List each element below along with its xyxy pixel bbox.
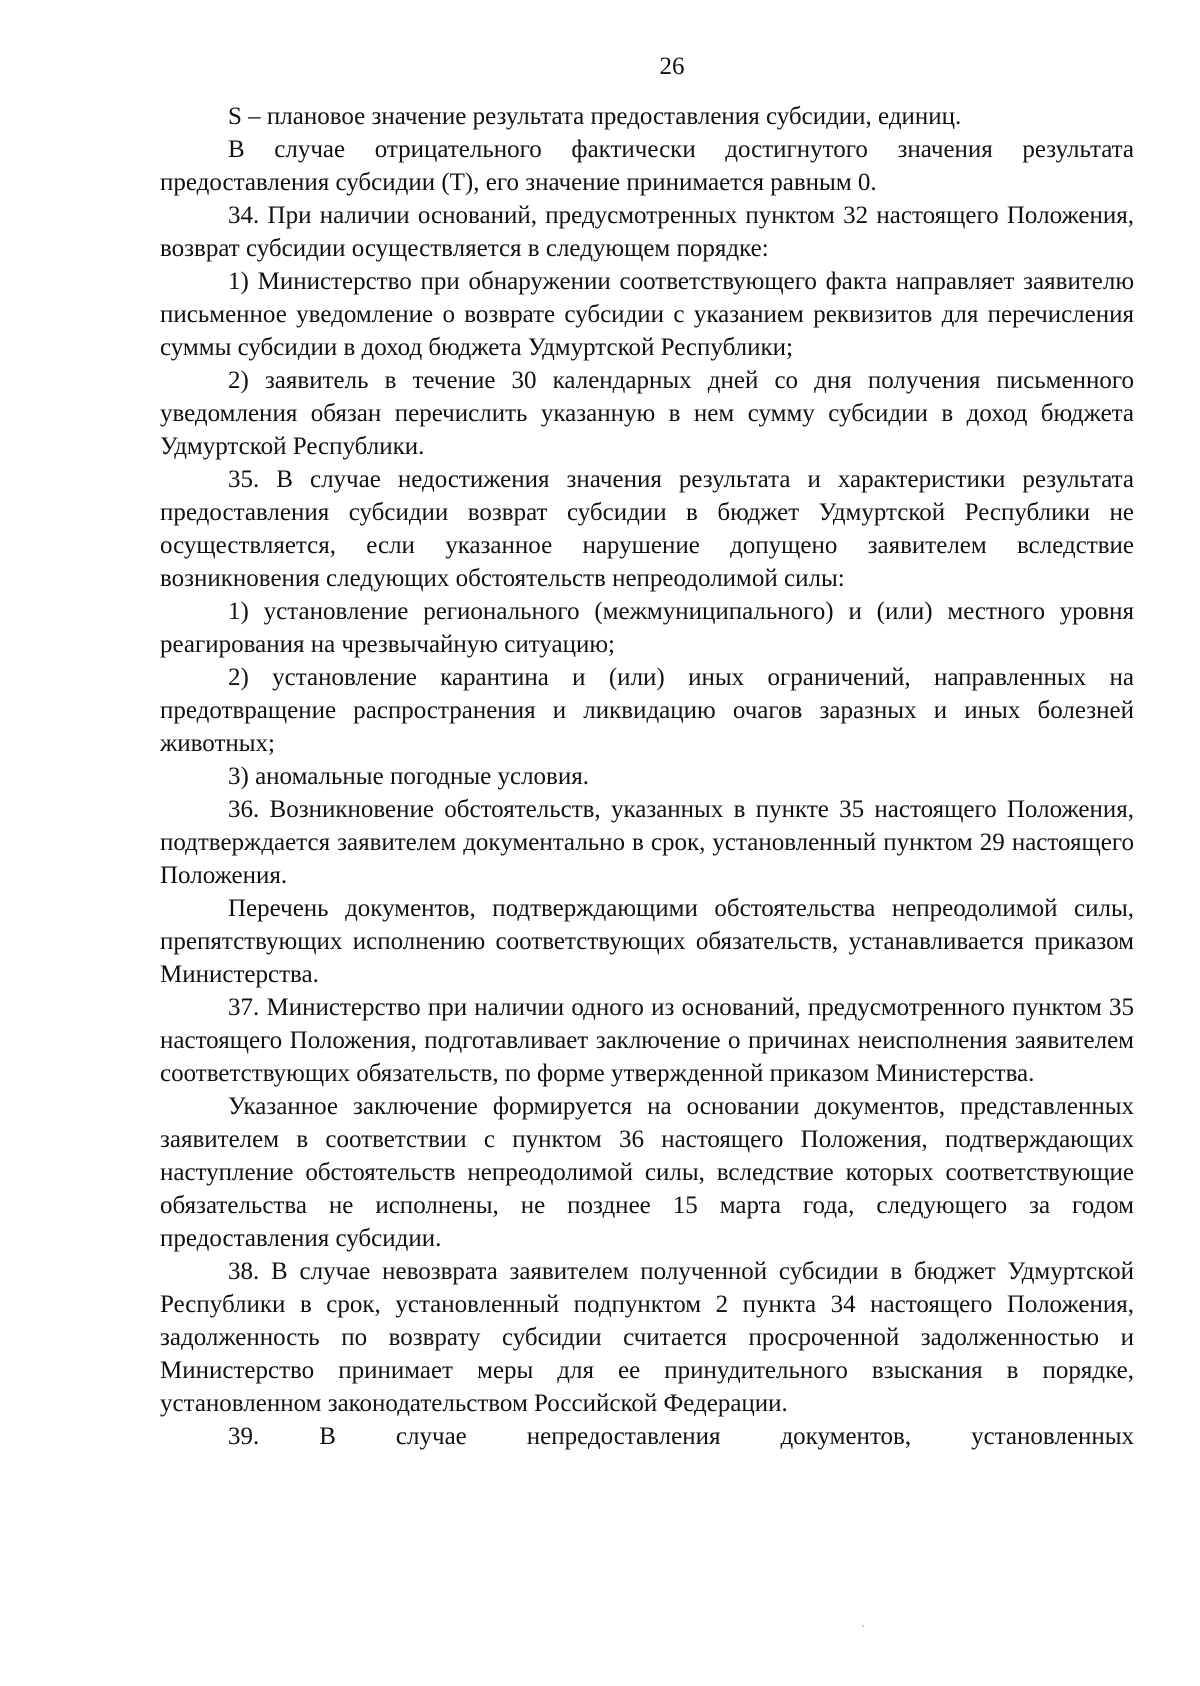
paragraph-15: 39. В случае непредоставления документов, установленных bbox=[228, 1423, 1134, 1450]
scan-speck bbox=[862, 1625, 864, 1627]
paragraph-1: S – плановое значение результата предоставления субсидии, единиц. bbox=[228, 103, 962, 130]
paragraph-3: 34. При наличии оснований, предусмотренных пунктом 32 настоящего Положения, возврат субсидии осуществляется в следующем порядке: bbox=[160, 202, 1134, 262]
document-body bbox=[160, 100, 1134, 1453]
paragraph-6: 35. В случае недостижения значения результата и характеристики результата предоставления субсидии возврат субсидии в бюджет Удмуртской Республики не осуществляется, если указанное нарушение допущено заявителем вследствие возникновения следующих обстоятельств непреодолимой силы: bbox=[160, 466, 1134, 592]
paragraph-8: 2) установление карантина и (или) иных ограничений, направленных на предотвращение распространения и ликвидацию очагов заразных и иных болезней животных; bbox=[160, 664, 1134, 757]
paragraph-14: 38. В случае невозврата заявителем полученной субсидии в бюджет Удмуртской Республики в срок, установленный подпунктом 2 пункта 34 настоящего Положения, задолженность по возврату субсидии считается просроченной задолженностью и Министерство принимает меры для ее принудительного взыскания в порядке, установленном законодательством Российской Федерации. bbox=[160, 1258, 1134, 1417]
paragraph-2: В случае отрицательного фактически достигнутого значения результата предоставления субсидии (Т), его значение принимается равным 0. bbox=[160, 136, 1134, 196]
paragraph-11: Перечень документов, подтверждающими обстоятельства непреодолимой силы, препятствующих исполнению соответствующих обязательств, устанавливается приказом Министерства. bbox=[160, 895, 1134, 988]
paragraph-7: 1) установление регионального (межмуниципального) и (или) местного уровня реагирования на чрезвычайную ситуацию; bbox=[160, 598, 1134, 658]
page-number: 26 bbox=[659, 53, 685, 80]
paragraph-4: 1) Министерство при обнаружении соответствующего факта направляет заявителю письменное уведомление о возврате субсидии с указанием реквизитов для перечисления суммы субсидии в доход бюджета Удмуртской Республики; bbox=[160, 268, 1134, 361]
paragraph-5: 2) заявитель в течение 30 календарных дней со дня получения письменного уведомления обязан перечислить указанную в нем сумму субсидии в доход бюджета Удмуртской Республики. bbox=[160, 367, 1134, 460]
paragraph-10: 36. Возникновение обстоятельств, указанных в пункте 35 настоящего Положения, подтверждается заявителем документально в срок, установленный пунктом 29 настоящего Положения. bbox=[160, 796, 1134, 889]
paragraph-9: 3) аномальные погодные условия. bbox=[228, 763, 589, 790]
paragraph-12: 37. Министерство при наличии одного из оснований, предусмотренного пунктом 35 настоящего Положения, подготавливает заключение о причинах неисполнения заявителем соответствующих обязательств, по форме утвержденной приказом Министерства. bbox=[160, 994, 1134, 1087]
paragraph-13: Указанное заключение формируется на основании документов, представленных заявителем в соответствии с пунктом 36 настоящего Положения, подтверждающих наступление обстоятельств непреодолимой силы, вследствие которых соответствующие обязательства не исполнены, не позднее 15 марта года, следующего за годом предоставления субсидии. bbox=[160, 1093, 1134, 1252]
